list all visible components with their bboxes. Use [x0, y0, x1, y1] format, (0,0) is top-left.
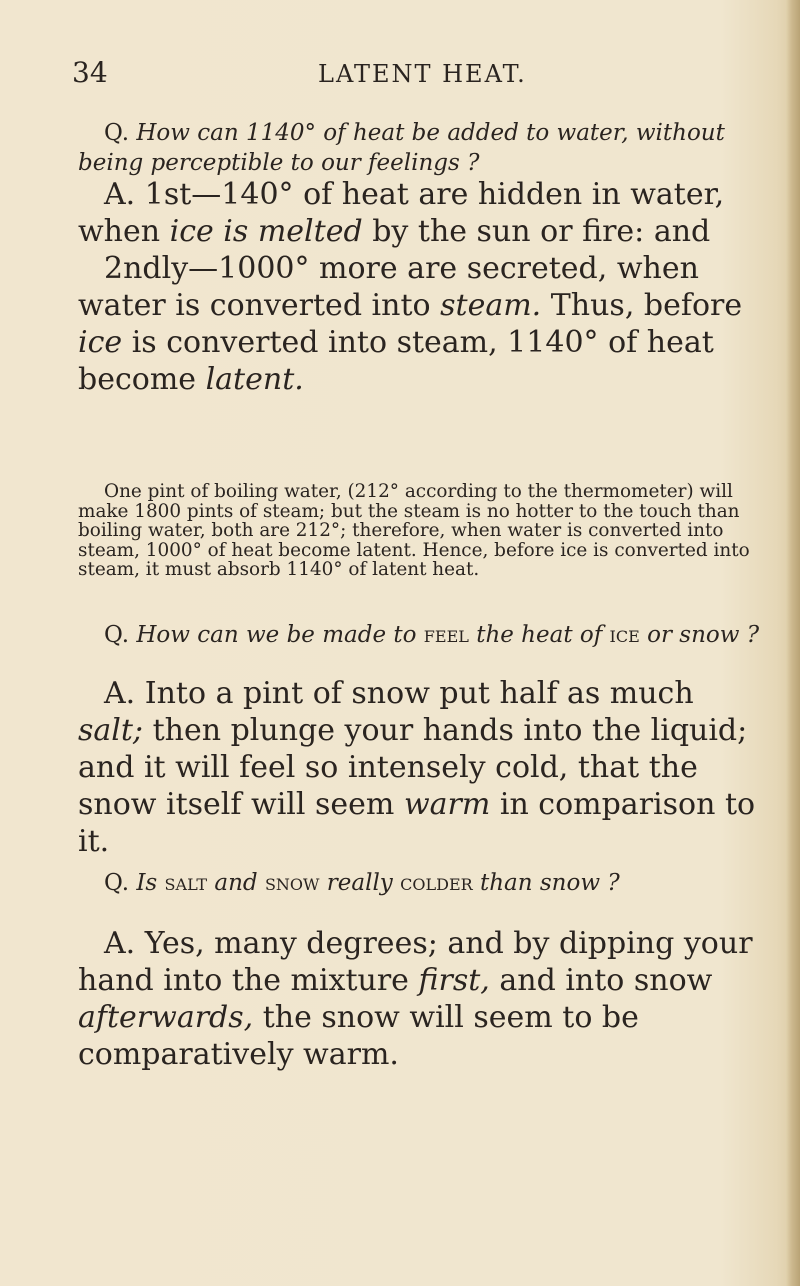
answer-1 [78, 176, 760, 398]
answer-text: is converted into steam, 1140° of heat become [78, 325, 714, 397]
question-label: Q. [104, 120, 130, 146]
question-smallcaps: ice [609, 622, 640, 648]
answer-emphasis: ice [78, 325, 123, 360]
answer-emphasis: steam. [440, 288, 542, 323]
question-smallcaps: colder [400, 870, 473, 896]
question-text: or snow ? [647, 622, 760, 648]
footnote-paragraph [78, 482, 760, 580]
question-text: and [214, 870, 258, 896]
question-1 [78, 118, 760, 178]
answer-2 [78, 675, 760, 860]
question-label: Q. [104, 622, 130, 648]
answer-emphasis: afterwards, [78, 1000, 254, 1035]
page-number: 34 [72, 56, 108, 89]
answer-text: Into a pint of snow put half as much [144, 676, 694, 711]
answer-emphasis: latent. [205, 362, 304, 397]
page-edge [786, 0, 800, 1286]
answer-text: by the sun or fire: and [372, 214, 711, 249]
page-header [0, 56, 800, 96]
answer-text: 2ndly—1000° more are secreted, when water is converted into [78, 251, 699, 323]
question-smallcaps: salt [164, 870, 208, 896]
question-smallcaps: snow [264, 870, 320, 896]
question-text: than snow ? [479, 870, 620, 896]
question-label: Q. [104, 870, 130, 896]
answer-text: Yes, many degrees; and by dipping your hand into the mixture [78, 926, 753, 998]
answer-emphasis: ice is melted [169, 214, 363, 249]
question-text: How can we be made to [136, 622, 417, 648]
answer-text: the snow will seem to be comparatively warm. [78, 1000, 639, 1072]
answer-text: in comparison to it. [78, 787, 756, 859]
note-text: One pint of boiling water, (212° according to the thermometer) will make 1800 pints of steam; but the steam is no hotter to the touch than boiling water, both are 212°; therefore, when water is converted into steam, 1000° of heat become latent. Hence, before ice is converted into steam, it must absorb 1140° of latent heat. [78, 481, 750, 581]
answer-emphasis: warm [403, 787, 491, 822]
running-title: LATENT HEAT. [318, 60, 527, 88]
answer-emphasis: first, [418, 963, 490, 998]
question-3 [78, 868, 760, 898]
answer-text: and into snow [499, 963, 713, 998]
answer-label: A. [104, 177, 136, 212]
question-smallcaps: feel [423, 622, 469, 648]
question-2 [78, 620, 760, 650]
answer-label: A. [104, 926, 136, 961]
answer-text: then plunge your hands into the liquid; and it will feel so intensely cold, that the snow itself will seem [78, 713, 748, 822]
answer-text: Thus, before [550, 288, 743, 323]
question-text: the heat of [476, 622, 603, 648]
question-text: really [326, 870, 393, 896]
answer-emphasis: salt; [78, 713, 144, 748]
answer-label: A. [104, 676, 136, 711]
question-text: How can 1140° of heat be added to water, without being perceptible to our feelings ? [78, 120, 725, 176]
answer-3 [78, 925, 760, 1073]
answer-text: 1st—140° of heat are hidden in water, when [78, 177, 725, 249]
question-text: Is [136, 870, 158, 896]
